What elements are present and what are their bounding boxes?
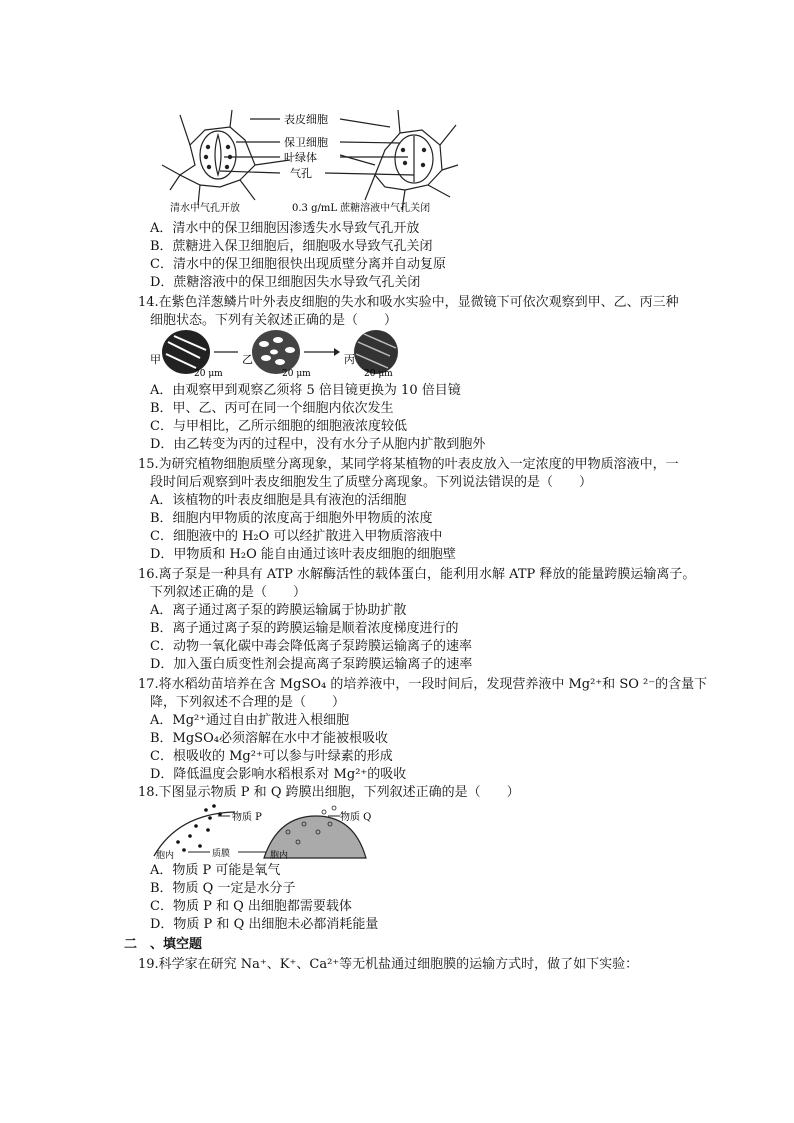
scale-jia: 20 μm — [194, 369, 223, 379]
q17-stem-cont: 降，下列叙述不合理的是（ ） — [150, 695, 346, 710]
caption-left: 清水中气孔开放 — [170, 203, 240, 214]
q15-option-a: A．该植物的叶表皮细胞是具有液泡的活细胞 — [150, 493, 407, 508]
q17-option-a: A．Mg²⁺通过自由扩散进入根细胞 — [150, 713, 350, 728]
scale-yi: 20 μm — [282, 369, 311, 379]
label-guard-cell: 保卫细胞 — [284, 136, 328, 149]
q18-option-b: B．物质 Q 一定是水分子 — [150, 881, 296, 896]
q17-option-d: D．降低温度会影响水稻根系对 Mg²⁺的吸收 — [150, 767, 407, 782]
q18-option-c: C．物质 P 和 Q 出细胞都需要载体 — [150, 899, 352, 914]
cells-yi — [252, 330, 300, 374]
q16-stem: 16.离子泵是一种具有 ATP 水解酶活性的载体蛋白，能利用水解 ATP 释放的能量跨膜运输离子。 — [138, 567, 696, 582]
q14-option-c: C．与甲相比，乙所示细胞的细胞液浓度较低 — [150, 419, 407, 434]
q14-stem: 14.在紫色洋葱鳞片叶外表皮细胞的失水和吸水实验中，显微镜下可依次观察到甲、乙、丙三种 — [138, 295, 679, 310]
q16-stem-cont: 下列叙述正确的是（ ） — [150, 585, 307, 600]
q14-option-a: A．由观察甲到观察乙须将 5 倍目镜更换为 10 倍目镜 — [150, 383, 461, 398]
label-epidermal-cell: 表皮细胞 — [284, 113, 328, 126]
label-substance-q: 物质 Q — [340, 812, 372, 823]
label-bing: 丙 — [344, 353, 355, 366]
q17-option-c: C．根吸收的 Mg²⁺可以参与叶绿素的形成 — [150, 749, 393, 764]
label-inside-right: 胞内 — [270, 851, 289, 861]
q15-stem-cont: 段时间后观察到叶表皮细胞发生了质壁分离现象。下列说法错误的是（ ） — [150, 475, 593, 490]
q13-option-b: B．蔗糖进入保卫细胞后，细胞吸水导致气孔关闭 — [150, 239, 433, 254]
membrane-transport-figure — [148, 802, 372, 861]
q14-option-d: D．由乙转变为丙的过程中，没有水分子从胞内扩散到胞外 — [150, 437, 486, 452]
label-yi: 乙 — [242, 353, 253, 366]
q15-stem: 15.为研究植物细胞质壁分离现象，某同学将某植物的叶表皮放入一定浓度的甲物质溶液中，一 — [138, 457, 679, 472]
q13-option-c: C．清水中的保卫细胞很快出现质壁分离并自动复原 — [150, 257, 446, 272]
q16-option-d: D．加入蛋白质变性剂会提高离子泵跨膜运输离子的速率 — [150, 657, 473, 672]
q17-option-b: B．MgSO₄必须溶解在水中才能被根吸收 — [150, 731, 388, 746]
q15-option-d: D．甲物质和 H₂O 能自由通过该叶表皮细胞的细胞壁 — [150, 547, 456, 562]
onion-cells-figure — [150, 328, 400, 380]
q16-option-a: A．离子通过离子泵的跨膜运输属于协助扩散 — [150, 603, 407, 618]
label-membrane: 质膜 — [212, 849, 231, 859]
q15-option-b: B．细胞内甲物质的浓度高于细胞外甲物质的浓度 — [150, 511, 433, 526]
cells-bing — [354, 330, 398, 374]
section-title: 二 、填空题 — [124, 937, 203, 952]
q13-option-d: D．蔗糖溶液中的保卫细胞因失水导致气孔关闭 — [150, 275, 421, 290]
cells-jia — [162, 330, 210, 374]
q14-option-b: B．甲、乙、丙可在同一个细胞内依次发生 — [150, 401, 394, 416]
label-chloroplast: 叶绿体 — [284, 151, 317, 164]
q19-stem: 19.科学家在研究 Na⁺、K⁺、Ca²⁺等无机盐通过细胞膜的运输方式时，做了如下实验： — [138, 957, 639, 972]
label-inside-left: 胞内 — [156, 851, 175, 861]
substance-p-dots — [176, 804, 222, 852]
label-substance-p: 物质 P — [232, 812, 262, 823]
q18-option-d: D．物质 P 和 Q 出细胞未必都消耗能量 — [150, 917, 379, 932]
q16-option-c: C．动物一氧化碳中毒会降低离子泵跨膜运输离子的速率 — [150, 639, 472, 654]
label-jia: 甲 — [150, 353, 161, 366]
q18-stem: 18.下图显示物质 P 和 Q 跨膜出细胞，下列叙述正确的是（ ） — [138, 785, 520, 800]
q14-stem-cont: 细胞状态。下列有关叙述正确的是（ ） — [150, 313, 398, 328]
stomata-figure — [160, 105, 460, 215]
label-stoma: 气孔 — [290, 167, 312, 180]
q15-option-c: C．细胞液中的 H₂O 可以经扩散进入甲物质溶液中 — [150, 529, 443, 544]
scale-bing: 20 μm — [364, 369, 393, 379]
q16-option-b: B．离子通过离子泵的跨膜运输是顺着浓度梯度进行的 — [150, 621, 459, 636]
caption-right: 0.3 g/mL 蔗糖溶液中气孔关闭 — [292, 203, 431, 214]
q17-stem: 17.将水稻幼苗培养在含 MgSO₄ 的培养液中，一段时间后，发现营养液中 Mg²⁺和 SO ²⁻的含量下 — [138, 677, 708, 692]
q18-option-a: A．物质 P 可能是氧气 — [150, 863, 281, 878]
q13-option-a: A．清水中的保卫细胞因渗透失水导致气孔开放 — [150, 221, 420, 236]
